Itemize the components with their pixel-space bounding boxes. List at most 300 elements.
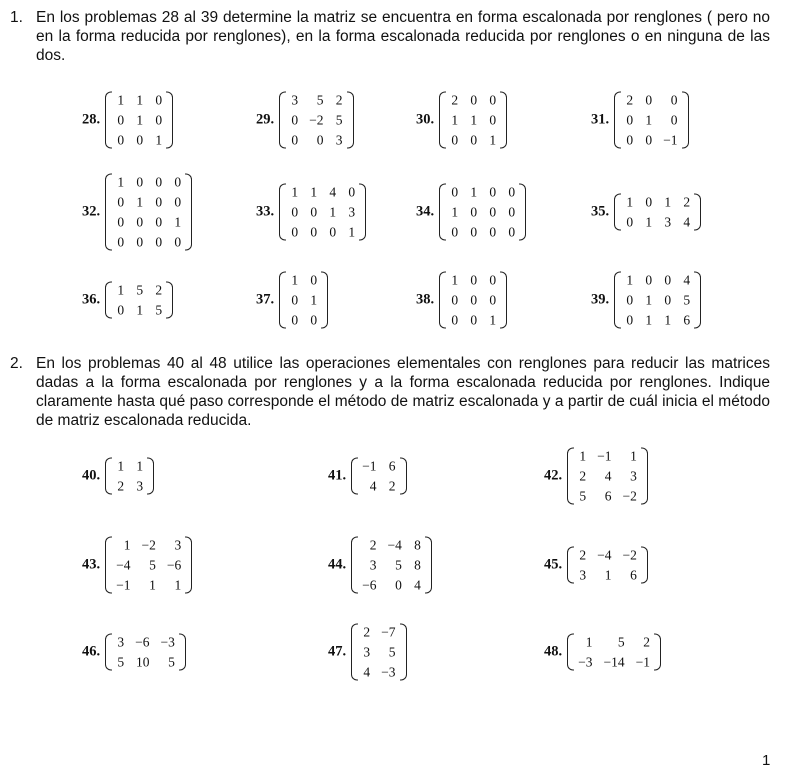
left-paren (279, 92, 286, 149)
matrix-cell: 2 (117, 478, 125, 494)
matrix-cell: 2 (369, 537, 377, 553)
left-paren (439, 184, 446, 241)
matrix-cell: 1 (117, 282, 125, 298)
matrix-cell: −1 (663, 132, 678, 148)
problem-12 (82, 458, 154, 495)
matrix-cell: 1 (155, 132, 163, 148)
matrix-cell: 0 (174, 194, 182, 210)
matrix (351, 537, 432, 594)
matrix-cell: 4 (683, 272, 691, 288)
matrix-cell: 1 (123, 537, 131, 553)
matrix-cell: 0 (291, 312, 299, 328)
matrix-cell: 0 (117, 112, 125, 128)
matrix-cell: 6 (630, 567, 637, 583)
matrix-cell: 1 (149, 577, 156, 593)
matrix (567, 547, 648, 584)
matrix-cell: −7 (381, 624, 396, 640)
matrix-cell: 0 (155, 194, 163, 210)
matrix-cell: 1 (470, 184, 478, 200)
matrix (105, 174, 192, 251)
matrix-cell: 0 (329, 224, 337, 240)
matrix-cell: 1 (626, 194, 634, 210)
matrix-cell: 1 (470, 112, 478, 128)
matrix-cell: 2 (388, 478, 396, 494)
matrix-cell: 4 (683, 214, 691, 230)
matrix-cell: 3 (174, 537, 182, 553)
matrix-cell: 4 (604, 468, 612, 484)
matrix-cell: −2 (622, 488, 637, 504)
matrix-cell: 0 (626, 132, 634, 148)
right-paren (694, 272, 701, 329)
matrix-cell: 10 (136, 654, 150, 670)
left-paren (614, 92, 621, 149)
right-paren (147, 458, 154, 495)
matrix-cell: 1 (664, 194, 672, 210)
matrix-cell: 0 (670, 112, 678, 128)
matrix-grid (112, 282, 166, 319)
right-paren (519, 184, 526, 241)
matrix-cell: 1 (136, 112, 144, 128)
matrix-cell: 5 (136, 282, 144, 298)
problem-label: 39. (591, 291, 610, 308)
right-paren (500, 272, 507, 329)
matrix-grid (358, 537, 425, 594)
matrix-cell: 0 (155, 214, 163, 230)
matrix-cell: 1 (291, 272, 299, 288)
right-paren (166, 282, 173, 319)
problem-9 (256, 272, 328, 329)
matrix-cell: 5 (149, 557, 156, 573)
matrix-cell: 1 (645, 112, 653, 128)
problem-0 (82, 92, 173, 149)
problem-label: 30. (416, 111, 435, 128)
matrix-cell: −4 (387, 537, 402, 553)
matrix-cell: 0 (470, 132, 478, 148)
matrix-cell: 5 (335, 112, 343, 128)
matrix-cell: 0 (155, 234, 163, 250)
matrix-cell: 1 (645, 292, 653, 308)
matrix-cell: 2 (626, 92, 634, 108)
matrix-cell: −6 (362, 577, 377, 593)
matrix-cell: 1 (136, 194, 144, 210)
matrix-cell: 2 (643, 634, 650, 650)
matrix-cell: 2 (579, 468, 587, 484)
problem-label: 36. (82, 291, 101, 308)
matrix-grid (112, 537, 185, 594)
matrix-cell: −14 (603, 654, 625, 670)
matrix-cell: 0 (155, 174, 163, 190)
matrix-cell: 0 (470, 92, 478, 108)
left-paren (351, 624, 358, 681)
problem-label: 42. (544, 467, 563, 484)
matrix (439, 272, 507, 329)
matrix-cell: 5 (395, 557, 402, 573)
problem-13 (328, 458, 407, 495)
matrix-cell: 0 (645, 194, 653, 210)
matrix-cell: 0 (310, 312, 318, 328)
matrix-cell: 1 (310, 184, 318, 200)
matrix-cell: 2 (335, 92, 343, 108)
matrix-cell: −3 (160, 634, 175, 650)
matrix-cell: 0 (155, 92, 163, 108)
problem-label: 38. (416, 291, 435, 308)
matrix-cell: 0 (316, 132, 324, 148)
matrix-cell: −1 (597, 448, 612, 464)
matrix-cell: −1 (362, 458, 377, 474)
problem-10 (416, 272, 507, 329)
matrix-cell: 0 (489, 92, 497, 108)
question-1 (10, 8, 770, 65)
right-paren (321, 272, 328, 329)
matrix (105, 458, 154, 495)
matrix-cell: 0 (451, 132, 459, 148)
matrix-cell: 0 (451, 184, 459, 200)
matrix-grid (112, 174, 185, 251)
matrix-cell: 1 (348, 224, 356, 240)
matrix-cell: 0 (626, 214, 634, 230)
matrix-cell: 0 (451, 312, 459, 328)
problem-8 (82, 282, 173, 319)
matrix-cell: −6 (166, 557, 182, 573)
matrix-cell: 1 (310, 292, 318, 308)
matrix-cell: 1 (329, 204, 337, 220)
matrix-cell: 1 (136, 458, 144, 474)
problem-label: 46. (82, 643, 101, 660)
problem-label: 35. (591, 203, 610, 220)
problem-1 (256, 92, 354, 149)
matrix-cell: 0 (626, 112, 634, 128)
matrix-cell: 3 (363, 644, 371, 660)
matrix-cell: 1 (291, 184, 299, 200)
problem-2 (416, 92, 507, 149)
matrix-grid (286, 184, 359, 241)
matrix (351, 458, 406, 495)
problem-17 (544, 547, 648, 584)
matrix-cell: 3 (630, 468, 637, 484)
matrix-cell: 0 (470, 272, 478, 288)
problem-4 (82, 174, 192, 251)
problem-label: 34. (416, 203, 435, 220)
problem-7 (591, 194, 701, 231)
matrix-cell: 0 (310, 204, 318, 220)
matrix-cell: 5 (117, 654, 125, 670)
problem-19 (328, 624, 407, 681)
right-paren (400, 458, 407, 495)
problem-18 (82, 634, 186, 671)
matrix-grid (286, 92, 346, 149)
matrix-cell: 5 (168, 654, 175, 670)
matrix-cell: 1 (645, 214, 653, 230)
matrix-cell: 2 (683, 194, 691, 210)
matrix-cell: −3 (578, 654, 593, 670)
left-paren (567, 634, 574, 671)
right-paren (179, 634, 186, 671)
matrix-cell: 0 (291, 204, 299, 220)
matrix-cell: 6 (388, 458, 396, 474)
matrix-cell: 0 (664, 292, 672, 308)
matrix-grid (574, 448, 641, 505)
matrix-cell: 0 (470, 312, 478, 328)
problem-label: 37. (256, 291, 275, 308)
matrix-cell: 5 (617, 634, 625, 650)
matrix (105, 92, 173, 149)
matrix-cell: 0 (174, 234, 182, 250)
matrix-cell: 0 (136, 214, 144, 230)
matrix-grid (446, 92, 500, 149)
problem-label: 45. (544, 556, 563, 573)
matrix-cell: −4 (597, 547, 612, 563)
problem-label: 47. (328, 643, 347, 660)
matrix-cell: 5 (683, 292, 691, 308)
matrix-cell: −2 (141, 537, 156, 553)
problem-11 (591, 272, 701, 329)
matrix-cell: 3 (579, 567, 587, 583)
matrix-cell: 0 (508, 204, 516, 220)
matrix-cell: 1 (604, 567, 612, 583)
question-text: En los problemas 28 al 39 determine la matriz se encuentra en forma escalonada por renglones ( pero no en la forma reducida por renglones), en la forma escalonada reducida por renglones o en ninguna de las dos. (36, 9, 770, 64)
right-paren (185, 537, 192, 594)
matrix-cell: 8 (414, 537, 421, 553)
matrix (439, 92, 507, 149)
matrix-cell: 1 (117, 458, 125, 474)
matrix-cell: 0 (136, 174, 144, 190)
matrix-grid (358, 458, 399, 495)
matrix-cell: 3 (369, 557, 377, 573)
matrix-cell: 0 (117, 214, 125, 230)
problem-label: 48. (544, 643, 563, 660)
matrix-cell: 0 (470, 292, 478, 308)
matrix-cell: 0 (489, 292, 497, 308)
matrix-grid (286, 272, 321, 329)
left-paren (105, 634, 112, 671)
right-paren (500, 92, 507, 149)
matrix-cell: 2 (363, 624, 371, 640)
question-number: 2. (10, 355, 23, 372)
matrix (614, 272, 701, 329)
problem-label: 43. (82, 556, 101, 573)
left-paren (351, 537, 358, 594)
left-paren (105, 537, 112, 594)
matrix-grid (621, 194, 694, 231)
problem-3 (591, 92, 689, 149)
left-paren (105, 174, 112, 251)
matrix-cell: 2 (579, 547, 587, 563)
matrix-cell: 1 (489, 312, 497, 328)
left-paren (439, 92, 446, 149)
matrix (105, 537, 192, 594)
left-paren (567, 547, 574, 584)
matrix-cell: 0 (155, 112, 163, 128)
matrix-cell: 3 (335, 132, 343, 148)
right-paren (641, 547, 648, 584)
problem-20 (544, 634, 661, 671)
question-number: 1. (10, 9, 23, 26)
matrix-cell: 1 (489, 132, 497, 148)
matrix-cell: 1 (645, 312, 653, 328)
matrix-cell: 0 (645, 132, 653, 148)
matrix-cell: 1 (136, 92, 144, 108)
matrix-cell: −4 (116, 557, 131, 573)
matrix-cell: 1 (626, 272, 634, 288)
matrix-cell: 1 (136, 302, 144, 318)
matrix-cell: −1 (635, 654, 650, 670)
matrix-cell: 0 (310, 272, 318, 288)
matrix-cell: 0 (645, 272, 653, 288)
matrix-cell: 1 (664, 312, 672, 328)
matrix-cell: 5 (388, 644, 396, 660)
matrix-grid (112, 458, 147, 495)
matrix-cell: −6 (135, 634, 150, 650)
matrix-cell: 3 (117, 634, 125, 650)
right-paren (682, 92, 689, 149)
matrix-grid (574, 547, 641, 584)
matrix-cell: 0 (136, 234, 144, 250)
matrix-cell: 0 (117, 234, 125, 250)
matrix-grid (358, 624, 399, 681)
matrix-cell: −2 (622, 547, 637, 563)
matrix-grid (621, 92, 681, 149)
matrix (567, 448, 648, 505)
matrix-cell: 3 (291, 92, 299, 108)
matrix-cell: −1 (116, 577, 131, 593)
matrix-cell: 0 (670, 92, 678, 108)
matrix-grid (446, 272, 500, 329)
matrix-cell: 3 (348, 204, 356, 220)
question-2 (10, 354, 770, 430)
matrix-grid (112, 92, 166, 149)
left-paren (439, 272, 446, 329)
right-paren (694, 194, 701, 231)
left-paren (105, 282, 112, 319)
matrix-cell: 0 (470, 204, 478, 220)
problem-14 (544, 448, 648, 505)
matrix-cell: 1 (451, 112, 459, 128)
right-paren (185, 174, 192, 251)
matrix-cell: 0 (291, 292, 299, 308)
right-paren (641, 448, 648, 505)
matrix-cell: 4 (369, 478, 377, 494)
matrix-cell: 1 (117, 92, 125, 108)
matrix-cell: 6 (604, 488, 612, 504)
matrix-cell: 3 (664, 214, 672, 230)
left-paren (614, 272, 621, 329)
matrix-cell: 0 (489, 184, 497, 200)
problem-5 (256, 184, 366, 241)
problem-label: 29. (256, 111, 275, 128)
matrix-cell: 1 (117, 174, 125, 190)
matrix-cell: 0 (489, 224, 497, 240)
right-paren (425, 537, 432, 594)
matrix-cell: 0 (489, 112, 497, 128)
problem-15 (82, 537, 192, 594)
matrix-cell: 0 (626, 292, 634, 308)
matrix-cell: 0 (508, 224, 516, 240)
left-paren (614, 194, 621, 231)
matrix-cell: 0 (395, 577, 402, 593)
right-paren (359, 184, 366, 241)
matrix-cell: 0 (117, 132, 125, 148)
matrix-cell: 3 (136, 478, 144, 494)
matrix-cell: 0 (291, 112, 299, 128)
problem-label: 33. (256, 203, 275, 220)
matrix-cell: −3 (381, 664, 396, 680)
matrix (279, 272, 328, 329)
matrix-cell: 1 (585, 634, 593, 650)
matrix-cell: 4 (414, 577, 421, 593)
left-paren (279, 272, 286, 329)
matrix-cell: 1 (174, 214, 182, 230)
matrix (439, 184, 526, 241)
matrix-grid (112, 634, 179, 671)
question-text: En los problemas 40 al 48 utilice las operaciones elementales con renglones para reducir las matrices dadas a la forma escalonada por renglones y a la forma escalonada reducida por renglones. Indique claramente hasta qué paso corresponde el método de matriz escalonada y a partir de cuál inicia el método de matriz escalonada reducida. (36, 355, 770, 429)
problem-label: 40. (82, 467, 101, 484)
matrix-grid (446, 184, 519, 241)
matrix-cell: 0 (291, 132, 299, 148)
matrix-cell: 5 (155, 302, 163, 318)
matrix (279, 184, 366, 241)
matrix (105, 282, 173, 319)
left-paren (105, 458, 112, 495)
matrix-grid (574, 634, 654, 671)
matrix (105, 634, 186, 671)
matrix-cell: 0 (451, 292, 459, 308)
matrix-cell: 0 (348, 184, 356, 200)
matrix-cell: 1 (174, 577, 182, 593)
left-paren (105, 92, 112, 149)
problem-label: 28. (82, 111, 101, 128)
matrix (614, 194, 701, 231)
matrix-cell: 4 (329, 184, 337, 200)
left-paren (351, 458, 358, 495)
matrix (567, 634, 661, 671)
matrix-cell: 0 (508, 184, 516, 200)
matrix-cell: 2 (451, 92, 459, 108)
left-paren (279, 184, 286, 241)
matrix-cell: 1 (451, 204, 459, 220)
matrix-cell: 6 (683, 312, 691, 328)
problem-6 (416, 184, 526, 241)
matrix-cell: 0 (489, 204, 497, 220)
right-paren (166, 92, 173, 149)
matrix-cell: 4 (363, 664, 371, 680)
matrix-cell: 0 (626, 312, 634, 328)
matrix-cell: 0 (136, 132, 144, 148)
problem-label: 41. (328, 467, 347, 484)
matrix-cell: 0 (451, 224, 459, 240)
matrix-cell: 0 (310, 224, 318, 240)
matrix (351, 624, 406, 681)
matrix-cell: 0 (645, 92, 653, 108)
matrix-cell: 8 (414, 557, 421, 573)
left-paren (567, 448, 574, 505)
matrix-grid (621, 272, 694, 329)
matrix-cell: 2 (155, 282, 163, 298)
problem-label: 44. (328, 556, 347, 573)
problem-label: 31. (591, 111, 610, 128)
page-number: 1 (762, 752, 771, 769)
matrix-cell: 1 (579, 448, 587, 464)
matrix-cell: 0 (117, 302, 125, 318)
matrix-cell: 0 (664, 272, 672, 288)
right-paren (654, 634, 661, 671)
matrix-cell: −2 (309, 112, 324, 128)
matrix-cell: 0 (291, 224, 299, 240)
matrix-cell: 0 (117, 194, 125, 210)
matrix-cell: 5 (316, 92, 324, 108)
matrix-cell: 1 (451, 272, 459, 288)
matrix-cell: 0 (470, 224, 478, 240)
matrix (279, 92, 353, 149)
